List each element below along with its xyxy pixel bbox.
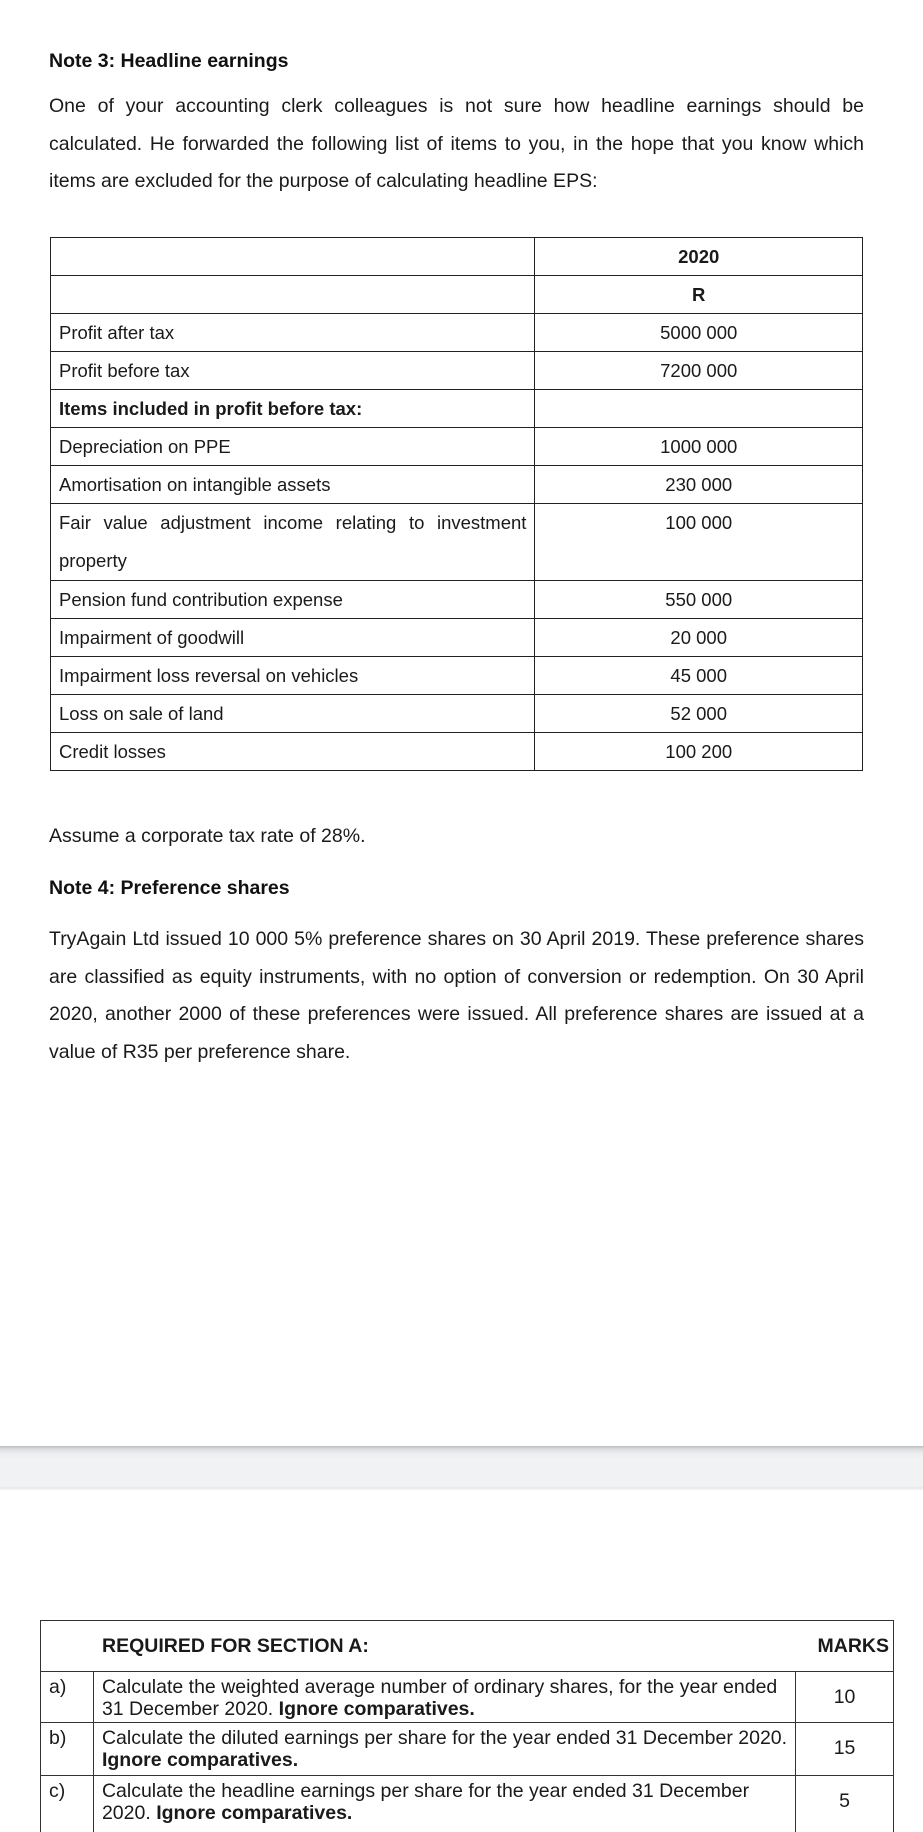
marks-header: MARKS xyxy=(817,1635,889,1657)
required-row xyxy=(41,1776,894,1832)
question-text: Calculate the headline earnings per share for the year ended 31 December 2020. Ignore comparatives. xyxy=(93,1776,795,1832)
row-value: 7200 000 xyxy=(535,352,863,390)
table-row xyxy=(51,619,863,657)
row-label: Profit before tax xyxy=(51,352,535,390)
note3-intro: One of your accounting clerk colleagues is not sure how headline earnings should be calculated. He forwarded the following list of items to you, in the hope that you know which items are excluded for the purpose of calculating headline EPS: xyxy=(49,95,864,192)
note4-heading: Note 4: Preference shares xyxy=(49,877,290,899)
table-row xyxy=(51,695,863,733)
row-label: Impairment of goodwill xyxy=(51,619,535,657)
table-section-row xyxy=(51,390,863,428)
row-value: 100 200 xyxy=(535,733,863,771)
row-value: 100 000 xyxy=(535,504,863,581)
question-letter: b) xyxy=(41,1723,94,1776)
row-label: Fair value adjustment income relating to investment property xyxy=(51,504,535,581)
required-header: REQUIRED FOR SECTION A: xyxy=(102,1635,369,1657)
required-header-row xyxy=(41,1621,894,1672)
table-row xyxy=(51,504,863,581)
row-value: 45 000 xyxy=(535,657,863,695)
required-row xyxy=(41,1723,894,1776)
year-header: 2020 xyxy=(535,238,863,276)
question-text: Calculate the diluted earnings per share for the year ended 31 December 2020. Ignore comparatives. xyxy=(93,1723,795,1776)
question-emphasis: Ignore comparatives. xyxy=(156,1802,353,1824)
table-row xyxy=(51,657,863,695)
table-header-row xyxy=(51,276,863,314)
row-value xyxy=(535,390,863,428)
table-row xyxy=(51,428,863,466)
empty-header-cell xyxy=(51,276,535,314)
row-label: Impairment loss reversal on vehicles xyxy=(51,657,535,695)
question-emphasis: Ignore comparatives. xyxy=(278,1698,475,1720)
empty-header-cell xyxy=(51,238,535,276)
row-value: 5000 000 xyxy=(535,314,863,352)
note4-body: TryAgain Ltd issued 10 000 5% preference shares on 30 April 2019. These preference shares are classified as equity instruments, with no option of conversion or redemption. On 30 April 2020, another 2000 of these preferences were issued. All preference shares are issued at a value of R35 per preference share. xyxy=(49,928,864,1063)
note3-heading: Note 3: Headline earnings xyxy=(49,50,289,72)
row-label: Credit losses xyxy=(51,733,535,771)
table-header-row xyxy=(51,238,863,276)
row-value: 230 000 xyxy=(535,466,863,504)
headline-items-table xyxy=(50,237,863,771)
page-separator xyxy=(0,1446,923,1490)
table-row xyxy=(51,581,863,619)
table-row xyxy=(51,314,863,352)
table-row xyxy=(51,352,863,390)
row-value: 52 000 xyxy=(535,695,863,733)
question-marks: 5 xyxy=(796,1776,894,1832)
question-emphasis: Ignore comparatives. xyxy=(101,1749,299,1771)
row-value: 550 000 xyxy=(535,581,863,619)
required-header-cell xyxy=(41,1621,894,1672)
section-label: Items included in profit before tax: xyxy=(51,390,535,428)
question-letter: c) xyxy=(41,1776,94,1832)
tax-rate-note: Assume a corporate tax rate of 28%. xyxy=(49,825,366,847)
row-label: Profit after tax xyxy=(51,314,535,352)
table-row xyxy=(51,466,863,504)
question-text: Calculate the weighted average number of ordinary shares, for the year ended 31 December 2020. Ignore comparatives. xyxy=(93,1672,795,1723)
currency-header: R xyxy=(535,276,863,314)
row-label: Amortisation on intangible assets xyxy=(51,466,535,504)
row-label: Loss on sale of land xyxy=(51,695,535,733)
required-table xyxy=(40,1620,894,1832)
row-label: Pension fund contribution expense xyxy=(51,581,535,619)
required-row xyxy=(41,1672,894,1723)
question-marks: 15 xyxy=(796,1723,894,1776)
row-label: Depreciation on PPE xyxy=(51,428,535,466)
question-marks: 10 xyxy=(796,1672,894,1723)
question-letter: a) xyxy=(41,1672,94,1723)
row-value: 20 000 xyxy=(535,619,863,657)
table-row xyxy=(51,733,863,771)
row-value: 1000 000 xyxy=(535,428,863,466)
